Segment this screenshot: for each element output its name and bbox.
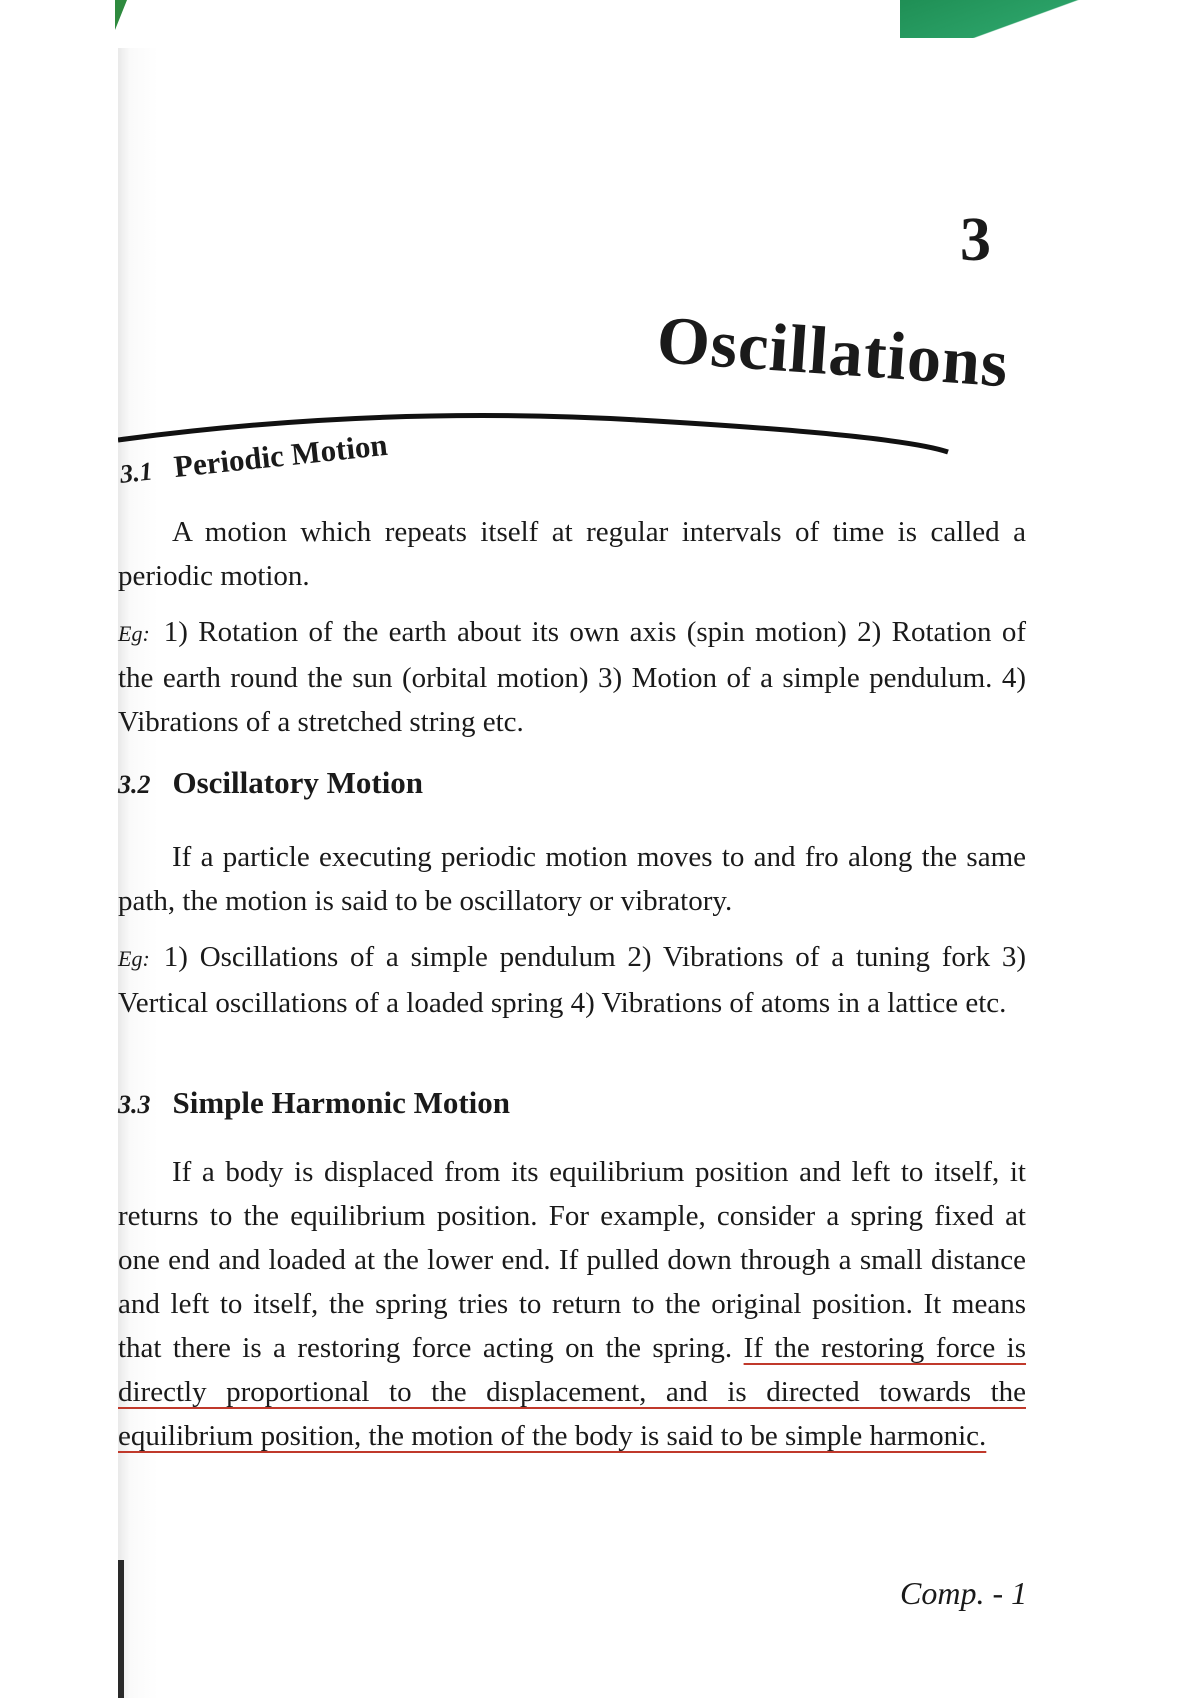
- section-title: Simple Harmonic Motion: [172, 1085, 511, 1120]
- green-corner-right: [900, 0, 1090, 38]
- chapter-title: Oscillations: [654, 300, 1012, 402]
- example-label: Eg:: [118, 621, 150, 646]
- green-corner-left: [115, 0, 127, 30]
- section-title: Periodic Motion: [172, 426, 390, 485]
- binding-shadow: [118, 1560, 124, 1698]
- section-title: Oscillatory Motion: [172, 765, 424, 800]
- section-3-3-heading: [118, 1085, 510, 1121]
- section-3-2-examples: Eg: 1) Oscillations of a simple pendulum 2) Vibrations of a tuning fork 3) Vertical oscillations of a loaded spring 4) Vibrations of atoms in a lattice etc.: [118, 941, 1026, 1019]
- chapter-number: 3: [960, 206, 991, 274]
- section-number: 3.2: [118, 770, 151, 799]
- section-3-1-definition: A motion which repeats itself at regular intervals of time is called a periodic motion.: [118, 516, 1026, 592]
- section-number: 3.1: [118, 456, 154, 489]
- underlined-definition: If the restoring force is directly proportional to the displacement, and is directed towards the equilibrium position, the motion of the body is said to be simple harmonic.: [118, 1332, 1027, 1452]
- section-3-2-heading: [118, 765, 423, 801]
- section-3-2-definition: If a particle executing periodic motion moves to and fro along the same path, the motion is said to be oscillatory or vibratory.: [118, 841, 1026, 917]
- example-label: Eg:: [118, 946, 150, 971]
- section-number: 3.3: [118, 1090, 151, 1119]
- section-3-3-body: If a body is displaced from its equilibrium position and left to itself, it returns to the equilibrium position. For example, consider a spring fixed at one end and loaded at the lower end. If pulled down through a small distance and left to itself, the spring tries to return to the original position. It means that there is a restoring force acting on the spring. If the restoring force is directly proportional to the displacement, and is directed towards the equilibrium position, the motion of the body is said to be simple harmonic.: [118, 1156, 1027, 1452]
- section-3-1-examples: Eg: 1) Rotation of the earth about its own axis (spin motion) 2) Rotation of the earth round the sun (orbital motion) 3) Motion of a simple pendulum. 4) Vibrations of a stretched string etc.: [118, 616, 1026, 738]
- page-footer: Comp. - 1: [900, 1575, 1028, 1611]
